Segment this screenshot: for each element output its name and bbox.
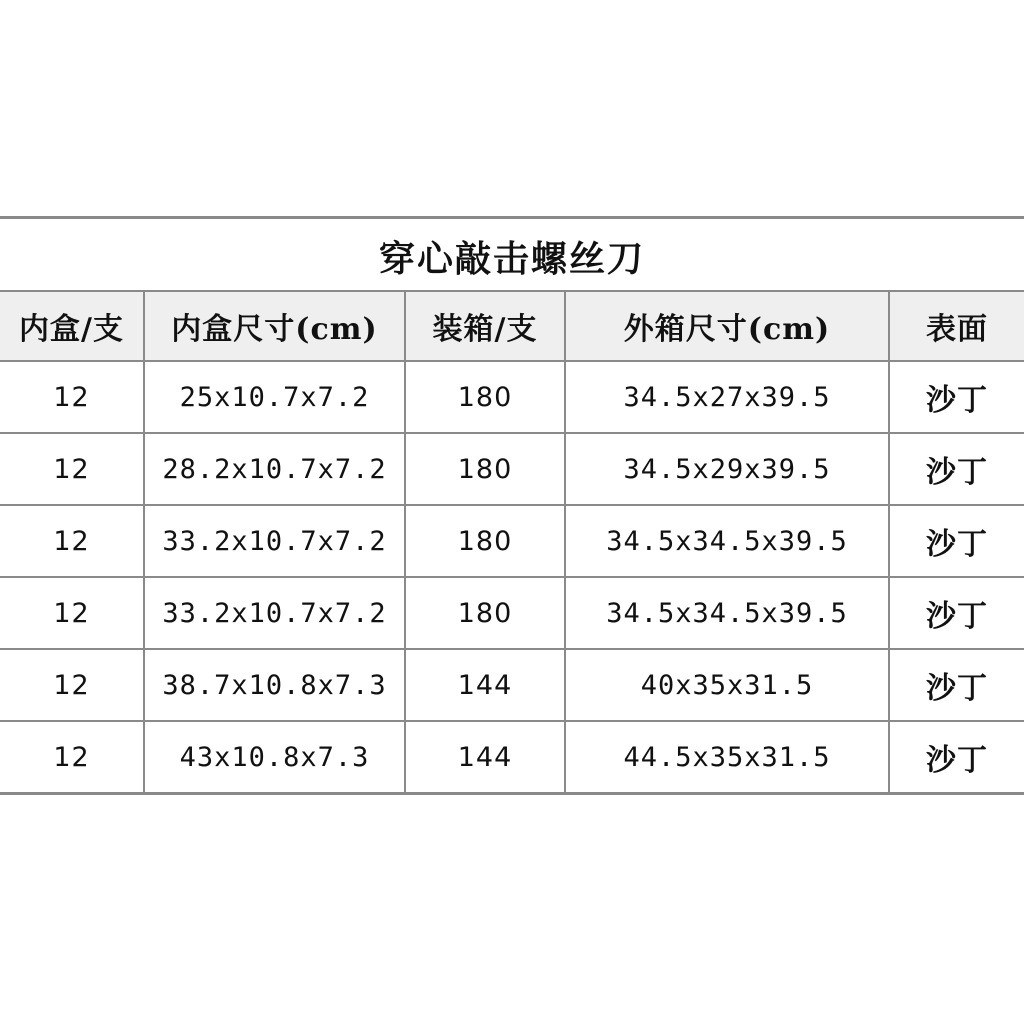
header-inner-box-qty: 内盒/支	[0, 291, 144, 361]
header-carton-qty: 装箱/支	[405, 291, 565, 361]
cell-inner-box-size: 43x10.8x7.3	[144, 721, 405, 794]
header-carton-size: 外箱尺寸(cm)	[565, 291, 889, 361]
header-row	[0, 291, 1024, 361]
cell-carton-size: 44.5x35x31.5	[565, 721, 889, 794]
cell-inner-box-qty: 12	[0, 721, 144, 794]
header-surface: 表面	[889, 291, 1024, 361]
table-row	[0, 505, 1024, 577]
table-row	[0, 577, 1024, 649]
table-title: 穿心敲击螺丝刀	[0, 216, 1024, 290]
cell-inner-box-qty: 12	[0, 361, 144, 433]
cell-inner-box-size: 33.2x10.7x7.2	[144, 505, 405, 577]
cell-inner-box-qty: 12	[0, 649, 144, 721]
cell-inner-box-size: 33.2x10.7x7.2	[144, 577, 405, 649]
cell-carton-size: 40x35x31.5	[565, 649, 889, 721]
cell-inner-box-qty: 12	[0, 433, 144, 505]
cell-carton-qty: 180	[405, 577, 565, 649]
spec-table-container	[0, 216, 1024, 795]
cell-surface: 沙丁	[889, 433, 1024, 505]
cell-carton-qty: 144	[405, 649, 565, 721]
table-row	[0, 649, 1024, 721]
cell-surface: 沙丁	[889, 721, 1024, 794]
cell-inner-box-size: 38.7x10.8x7.3	[144, 649, 405, 721]
cell-inner-box-qty: 12	[0, 577, 144, 649]
cell-carton-size: 34.5x34.5x39.5	[565, 505, 889, 577]
cell-carton-size: 34.5x27x39.5	[565, 361, 889, 433]
cell-carton-size: 34.5x34.5x39.5	[565, 577, 889, 649]
table-row	[0, 433, 1024, 505]
cell-surface: 沙丁	[889, 505, 1024, 577]
cell-carton-size: 34.5x29x39.5	[565, 433, 889, 505]
cell-surface: 沙丁	[889, 649, 1024, 721]
cell-inner-box-qty: 12	[0, 505, 144, 577]
table-row	[0, 361, 1024, 433]
cell-surface: 沙丁	[889, 577, 1024, 649]
spec-table	[0, 290, 1024, 795]
cell-carton-qty: 180	[405, 361, 565, 433]
cell-carton-qty: 144	[405, 721, 565, 794]
cell-surface: 沙丁	[889, 361, 1024, 433]
cell-carton-qty: 180	[405, 433, 565, 505]
table-row	[0, 721, 1024, 794]
header-inner-box-size: 内盒尺寸(cm)	[144, 291, 405, 361]
cell-inner-box-size: 28.2x10.7x7.2	[144, 433, 405, 505]
cell-inner-box-size: 25x10.7x7.2	[144, 361, 405, 433]
cell-carton-qty: 180	[405, 505, 565, 577]
